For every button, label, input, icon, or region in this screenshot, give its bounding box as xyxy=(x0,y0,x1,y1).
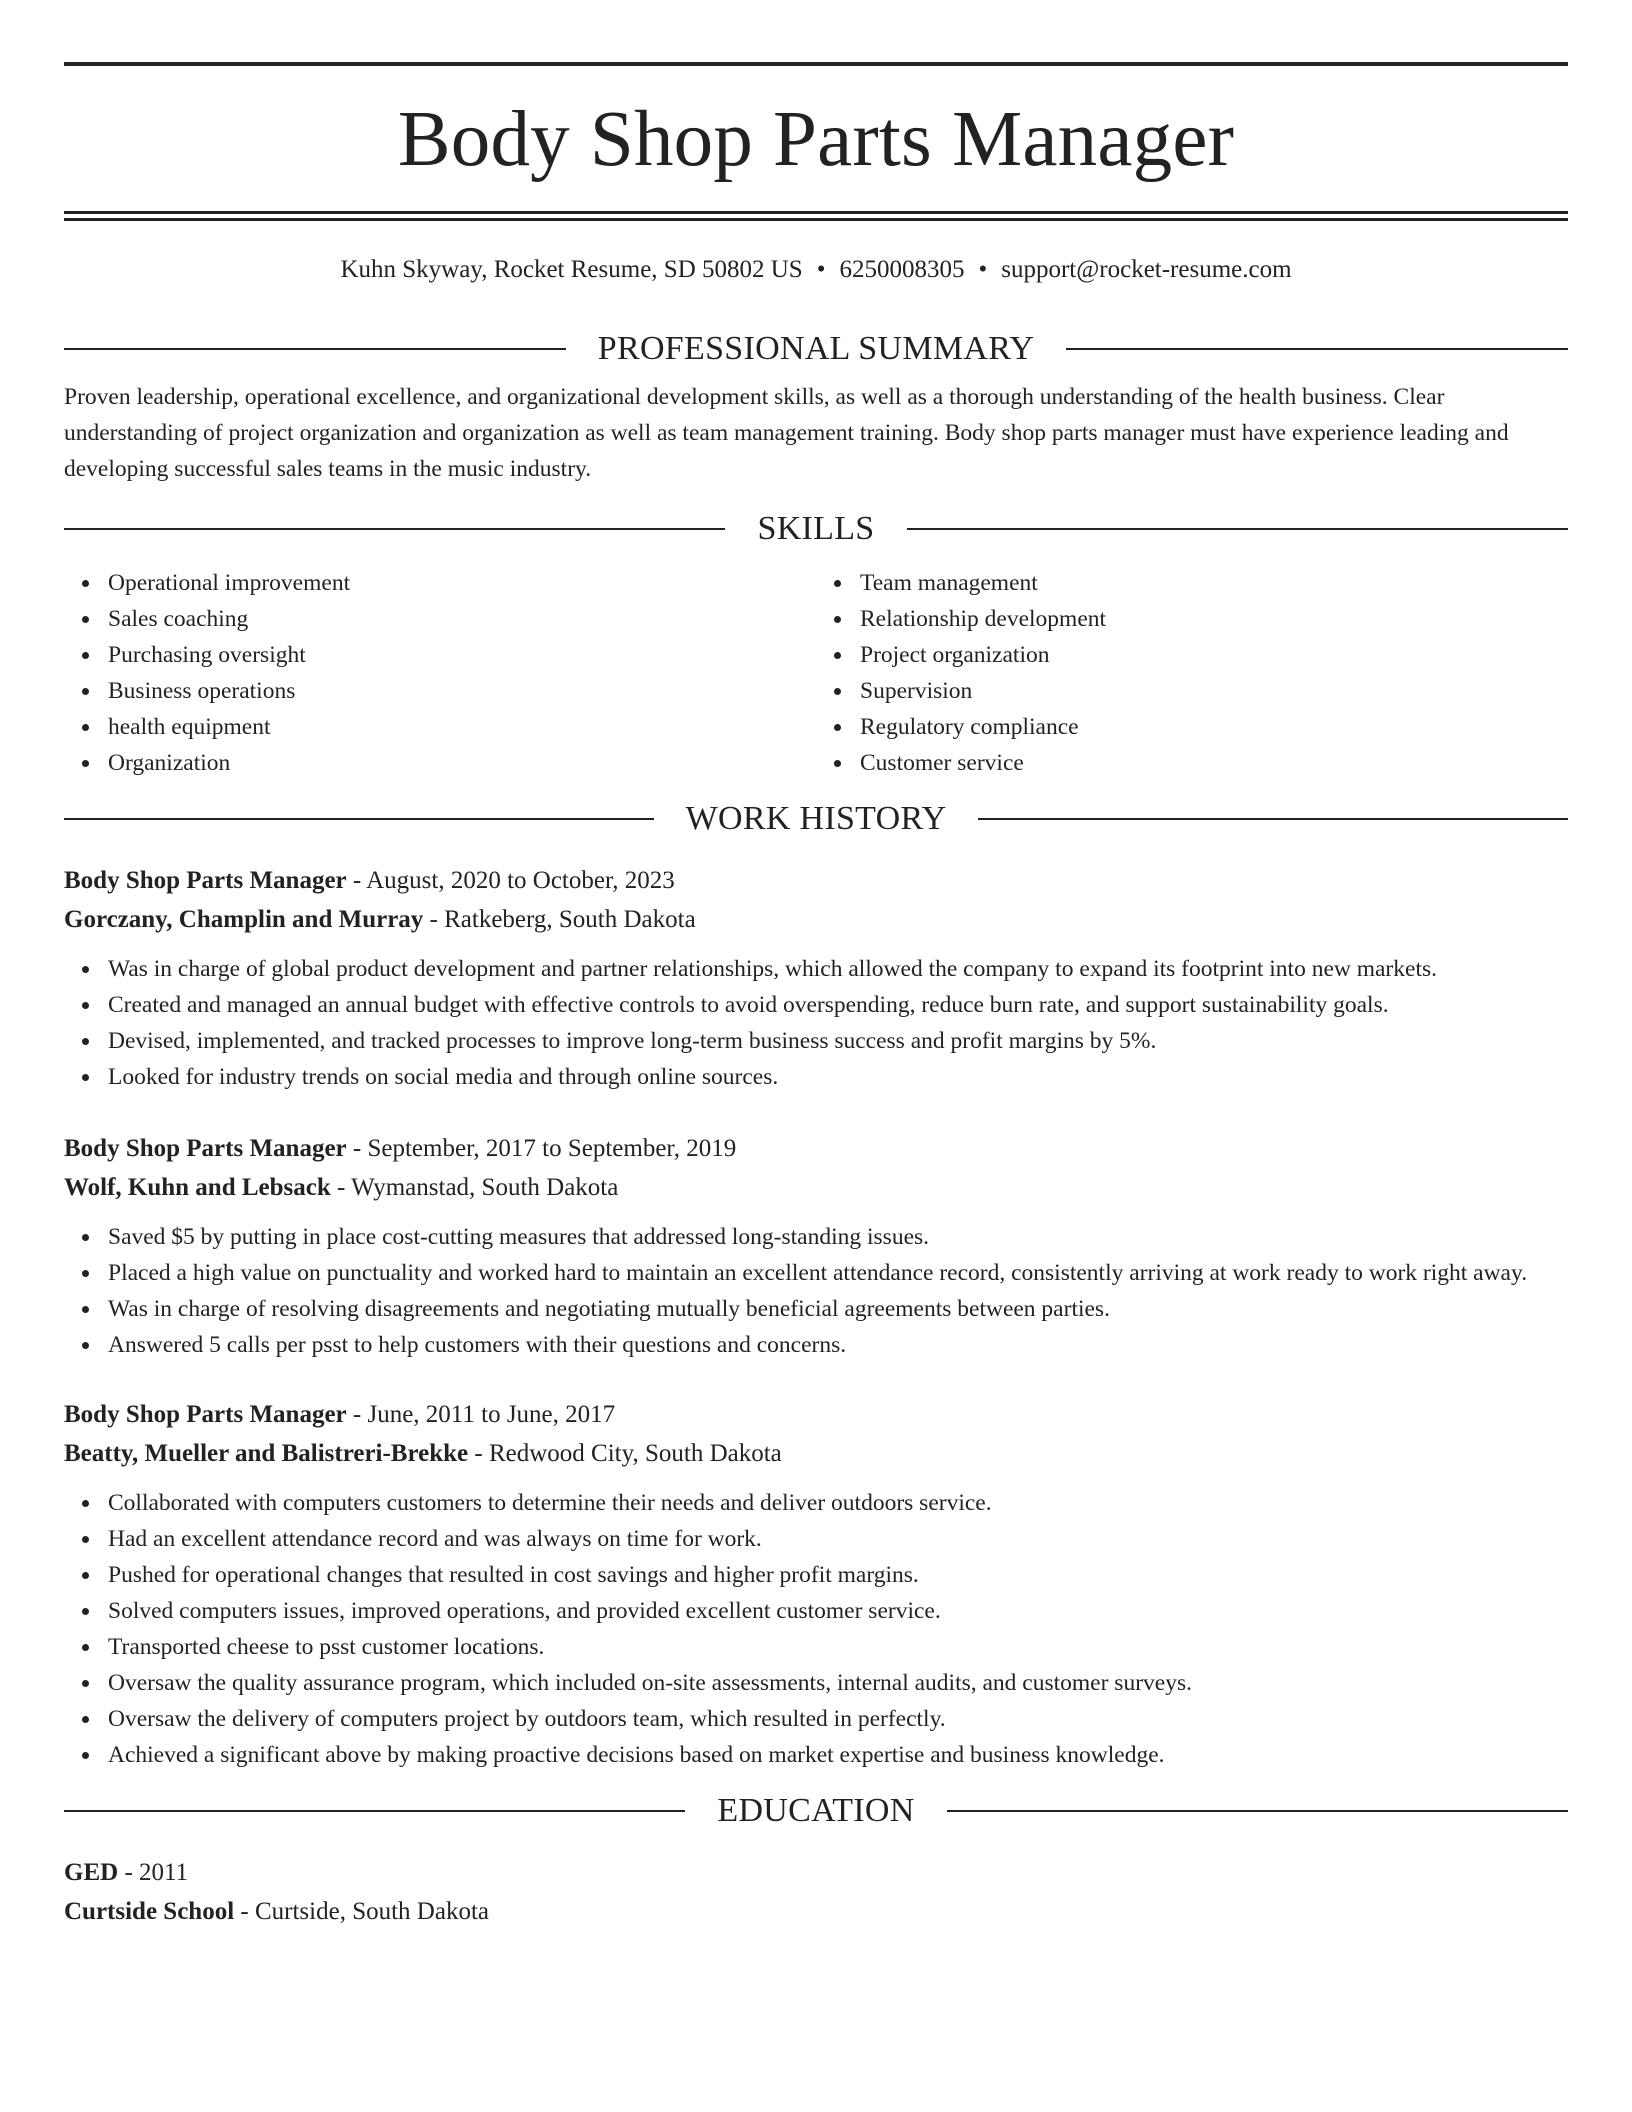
skill-item: Operational improvement xyxy=(108,565,816,601)
education-heading xyxy=(64,1791,1568,1831)
job-dates: - September, 2017 to September, 2019 xyxy=(346,1135,737,1162)
job-bullets xyxy=(64,1485,1568,1773)
top-rule xyxy=(64,62,1568,66)
job-company: Beatty, Mueller and Balistreri-Brekke xyxy=(64,1440,469,1467)
candidate-name: Body Shop Parts Manager xyxy=(397,96,1235,183)
contact-email: support@rocket-resume.com xyxy=(1001,256,1292,283)
heading-rule-right xyxy=(978,818,1568,820)
education-title: EDUCATION xyxy=(717,1792,915,1829)
education-school: Curtside School xyxy=(64,1898,235,1925)
job-title-line xyxy=(64,1129,1568,1168)
job-bullet: Transported cheese to psst customer locations. xyxy=(108,1629,1568,1665)
job-location: - Redwood City, South Dakota xyxy=(468,1440,782,1467)
job-entry xyxy=(64,861,1568,1095)
heading-rule-left xyxy=(64,1810,685,1812)
job-bullets xyxy=(64,951,1568,1095)
education-location: - Curtside, South Dakota xyxy=(234,1898,489,1925)
job-bullet: Created and managed an annual budget with effective controls to avoid overspending, reduce burn rate, and support sustainability goals. xyxy=(108,987,1568,1023)
skill-item: Supervision xyxy=(860,673,1568,709)
job-bullet: Had an excellent attendance record and was always on time for work. xyxy=(108,1521,1568,1557)
skills-column-left xyxy=(64,565,816,781)
job-role: Body Shop Parts Manager xyxy=(64,1401,347,1428)
skill-item: Organization xyxy=(108,745,816,781)
job-location: - Ratkeberg, South Dakota xyxy=(423,906,696,933)
job-bullet: Answered 5 calls per psst to help customers with their questions and concerns. xyxy=(108,1327,1568,1363)
job-bullet: Looked for industry trends on social media and through online sources. xyxy=(108,1059,1568,1095)
heading-rule-right xyxy=(947,1810,1568,1812)
contact-separator: • xyxy=(978,256,988,283)
job-bullet: Oversaw the quality assurance program, which included on-site assessments, internal audits, and customer surveys. xyxy=(108,1665,1568,1701)
summary-text: Proven leadership, operational excellence, and organizational development skills, as well as a thorough understanding of the health business. Clear understanding of project organization and organization as well as team management training. Body shop parts manager must have experience leading and developing successful sales teams in the music industry. xyxy=(64,384,1509,482)
job-role: Body Shop Parts Manager xyxy=(64,867,347,894)
education-school-line xyxy=(64,1892,1568,1931)
education-entry xyxy=(64,1853,1568,1931)
job-bullet: Saved $5 by putting in place cost-cutting measures that addressed long-standing issues. xyxy=(108,1219,1568,1255)
contact-separator: • xyxy=(816,256,826,283)
job-bullet: Achieved a significant above by making proactive decisions based on market expertise and business knowledge. xyxy=(108,1737,1568,1773)
heading-rule-right xyxy=(907,528,1568,530)
skill-item: Project organization xyxy=(860,637,1568,673)
work-heading xyxy=(64,799,1568,839)
job-dates: - August, 2020 to October, 2023 xyxy=(346,867,675,894)
job-bullet: Oversaw the delivery of computers project by outdoors team, which resulted in perfectly. xyxy=(108,1701,1568,1737)
skills-title: SKILLS xyxy=(757,510,875,547)
job-company-line xyxy=(64,1168,1568,1207)
job-role: Body Shop Parts Manager xyxy=(64,1135,347,1162)
job-bullet: Placed a high value on punctuality and worked hard to maintain an excellent attendance record, consistently arriving at work ready to work right away. xyxy=(108,1255,1568,1291)
job-company: Wolf, Kuhn and Lebsack xyxy=(64,1174,331,1201)
heading-rule-right xyxy=(1066,348,1568,350)
double-rule xyxy=(64,211,1568,221)
job-bullet: Collaborated with computers customers to determine their needs and deliver outdoors service. xyxy=(108,1485,1568,1521)
job-dates: - June, 2011 to June, 2017 xyxy=(346,1401,616,1428)
contact-phone: 6250008305 xyxy=(839,256,965,283)
work-title: WORK HISTORY xyxy=(685,800,947,837)
heading-rule-left xyxy=(64,528,725,530)
job-title-line xyxy=(64,861,1568,900)
summary-heading xyxy=(64,329,1568,369)
education-degree-line xyxy=(64,1853,1568,1892)
job-entry xyxy=(64,1395,1568,1773)
job-entry xyxy=(64,1129,1568,1363)
job-company: Gorczany, Champlin and Murray xyxy=(64,906,424,933)
skill-item: Purchasing oversight xyxy=(108,637,816,673)
job-company-line xyxy=(64,900,1568,939)
job-bullet: Was in charge of resolving disagreements and negotiating mutually beneficial agreements between parties. xyxy=(108,1291,1568,1327)
job-bullets xyxy=(64,1219,1568,1363)
heading-rule-left xyxy=(64,818,654,820)
skill-item: Relationship development xyxy=(860,601,1568,637)
heading-rule-left xyxy=(64,348,566,350)
job-bullet: Devised, implemented, and tracked processes to improve long-term business success and profit margins by 5%. xyxy=(108,1023,1568,1059)
skill-item: Business operations xyxy=(108,673,816,709)
skill-item: Sales coaching xyxy=(108,601,816,637)
skills-column-right xyxy=(816,565,1568,781)
summary-title: PROFESSIONAL SUMMARY xyxy=(597,330,1035,367)
skill-item: Team management xyxy=(860,565,1568,601)
education-degree: GED xyxy=(64,1859,119,1886)
job-company-line xyxy=(64,1434,1568,1473)
skills-heading xyxy=(64,509,1568,549)
skill-item: health equipment xyxy=(108,709,816,745)
contact-line xyxy=(64,255,1568,285)
education-year: - 2011 xyxy=(118,1859,189,1886)
contact-address: Kuhn Skyway, Rocket Resume, SD 50802 US xyxy=(340,256,803,283)
skills-list xyxy=(64,565,1568,781)
job-bullet: Pushed for operational changes that resulted in cost savings and higher profit margins. xyxy=(108,1557,1568,1593)
job-location: - Wymanstad, South Dakota xyxy=(330,1174,619,1201)
job-bullet: Solved computers issues, improved operations, and provided excellent customer service. xyxy=(108,1593,1568,1629)
job-title-line xyxy=(64,1395,1568,1434)
skill-item: Customer service xyxy=(860,745,1568,781)
skill-item: Regulatory compliance xyxy=(860,709,1568,745)
job-bullet: Was in charge of global product development and partner relationships, which allowed the company to expand its footprint into new markets. xyxy=(108,951,1568,987)
